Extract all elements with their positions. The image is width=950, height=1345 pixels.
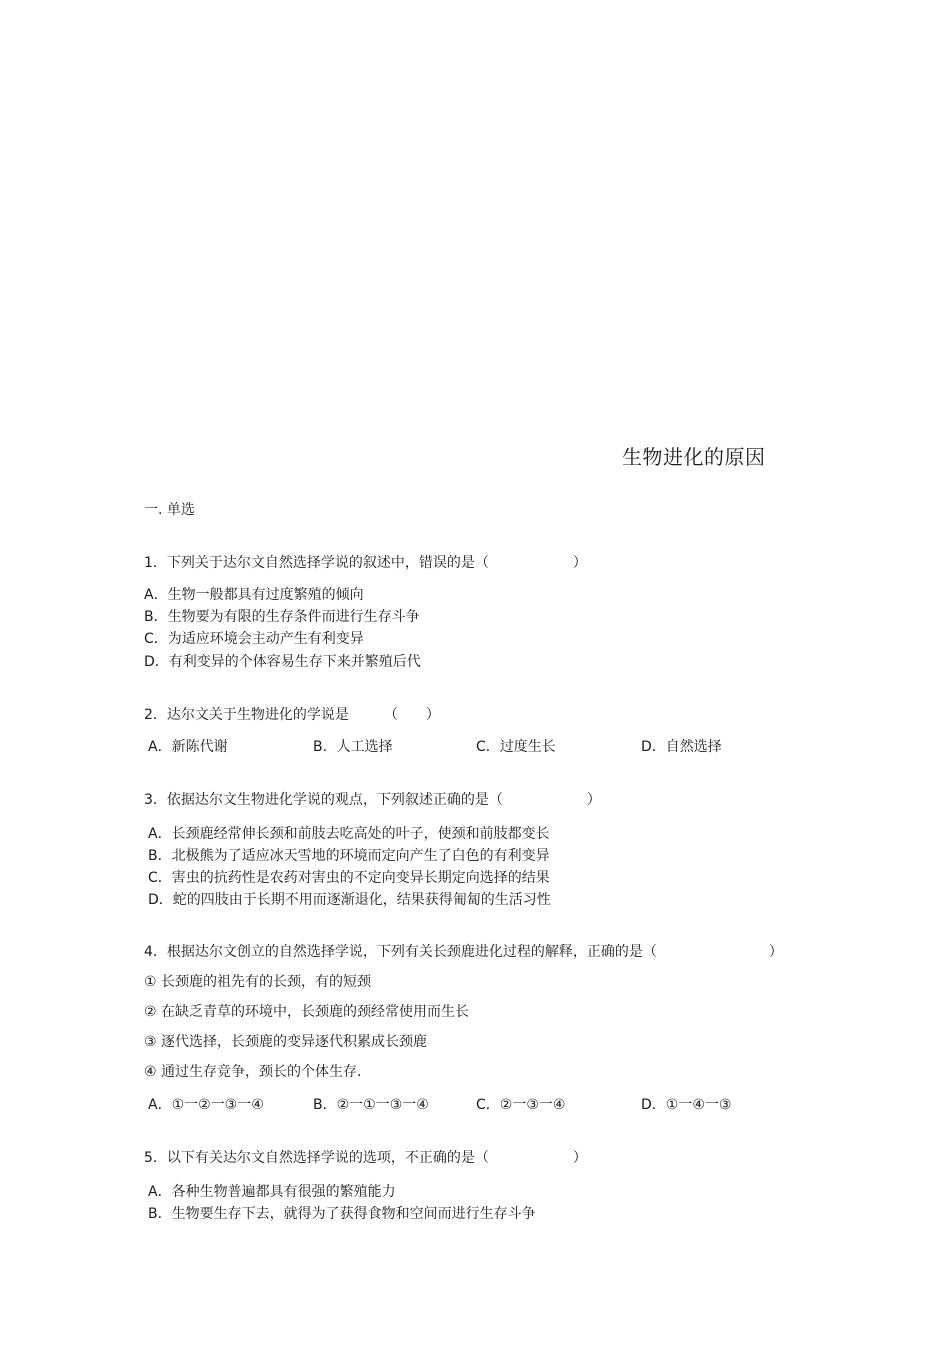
- question-5-option-a: A．各种生物普遍都具有很强的繁殖能力: [148, 1184, 396, 1200]
- question-1-option-c: C．为适应环境会主动产生有利变异: [144, 631, 364, 647]
- question-3-option-a: A．长颈鹿经常伸长颈和前肢去吃高处的叶子，使颈和前肢都变长: [148, 826, 550, 842]
- question-3-stem: 3．依据达尔文生物进化学说的观点，下列叙述正确的是（ ）: [144, 792, 601, 808]
- question-3-option-d: D．蛇的四肢由于长期不用而逐渐退化，结果获得匍匐的生活习性: [148, 892, 551, 908]
- question-2-option-c: C．过度生长: [476, 739, 556, 755]
- question-1-option-b: B．生物要为有限的生存条件而进行生存斗争: [144, 609, 420, 625]
- question-2-option-d: D．自然选择: [641, 739, 722, 755]
- question-2-option-b: B．人工选择: [313, 739, 393, 755]
- question-4-statement-2: ② 在缺乏青草的环境中，长颈鹿的颈经常使用而生长: [144, 1004, 469, 1020]
- question-1-stem: 1．下列关于达尔文自然选择学说的叙述中，错误的是（ ）: [144, 555, 587, 571]
- question-4-option-a: A．①一②一③一④: [148, 1097, 264, 1113]
- question-4-stem: 4．根据达尔文创立的自然选择学说，下列有关长颈鹿进化过程的解释，正确的是（ ）: [144, 944, 783, 960]
- question-4-option-b: B．②一①一③一④: [313, 1097, 429, 1113]
- question-4-statement-4: ④ 通过生存竞争，颈长的个体生存．: [144, 1064, 372, 1080]
- page-title: 生物进化的原因: [622, 445, 766, 469]
- question-4-statement-3: ③ 逐代选择，长颈鹿的变异逐代积累成长颈鹿: [144, 1034, 427, 1050]
- question-5-option-b: B．生物要生存下去，就得为了获得食物和空间而进行生存斗争: [148, 1206, 536, 1222]
- section-heading: 一. 单选: [144, 502, 195, 518]
- question-4-option-d: D．①一④一③: [641, 1097, 732, 1113]
- question-3-option-c: C．害虫的抗药性是农药对害虫的不定向变异长期定向选择的结果: [148, 870, 550, 886]
- question-4-option-c: C．②一③一④: [476, 1097, 566, 1113]
- question-3-option-b: B．北极熊为了适应冰天雪地的环境而定向产生了白色的有利变异: [148, 848, 550, 864]
- question-2-stem: 2．达尔文关于生物进化的学说是 （ ）: [144, 707, 440, 723]
- question-1-option-a: A．生物一般都具有过度繁殖的倾向: [144, 587, 364, 603]
- question-5-stem: 5．以下有关达尔文自然选择学说的选项，不正确的是（ ）: [144, 1150, 587, 1166]
- question-1-option-d: D．有利变异的个体容易生存下来并繁殖后代: [144, 654, 421, 670]
- question-2-option-a: A．新陈代谢: [148, 739, 228, 755]
- question-4-statement-1: ① 长颈鹿的祖先有的长颈，有的短颈: [144, 974, 372, 990]
